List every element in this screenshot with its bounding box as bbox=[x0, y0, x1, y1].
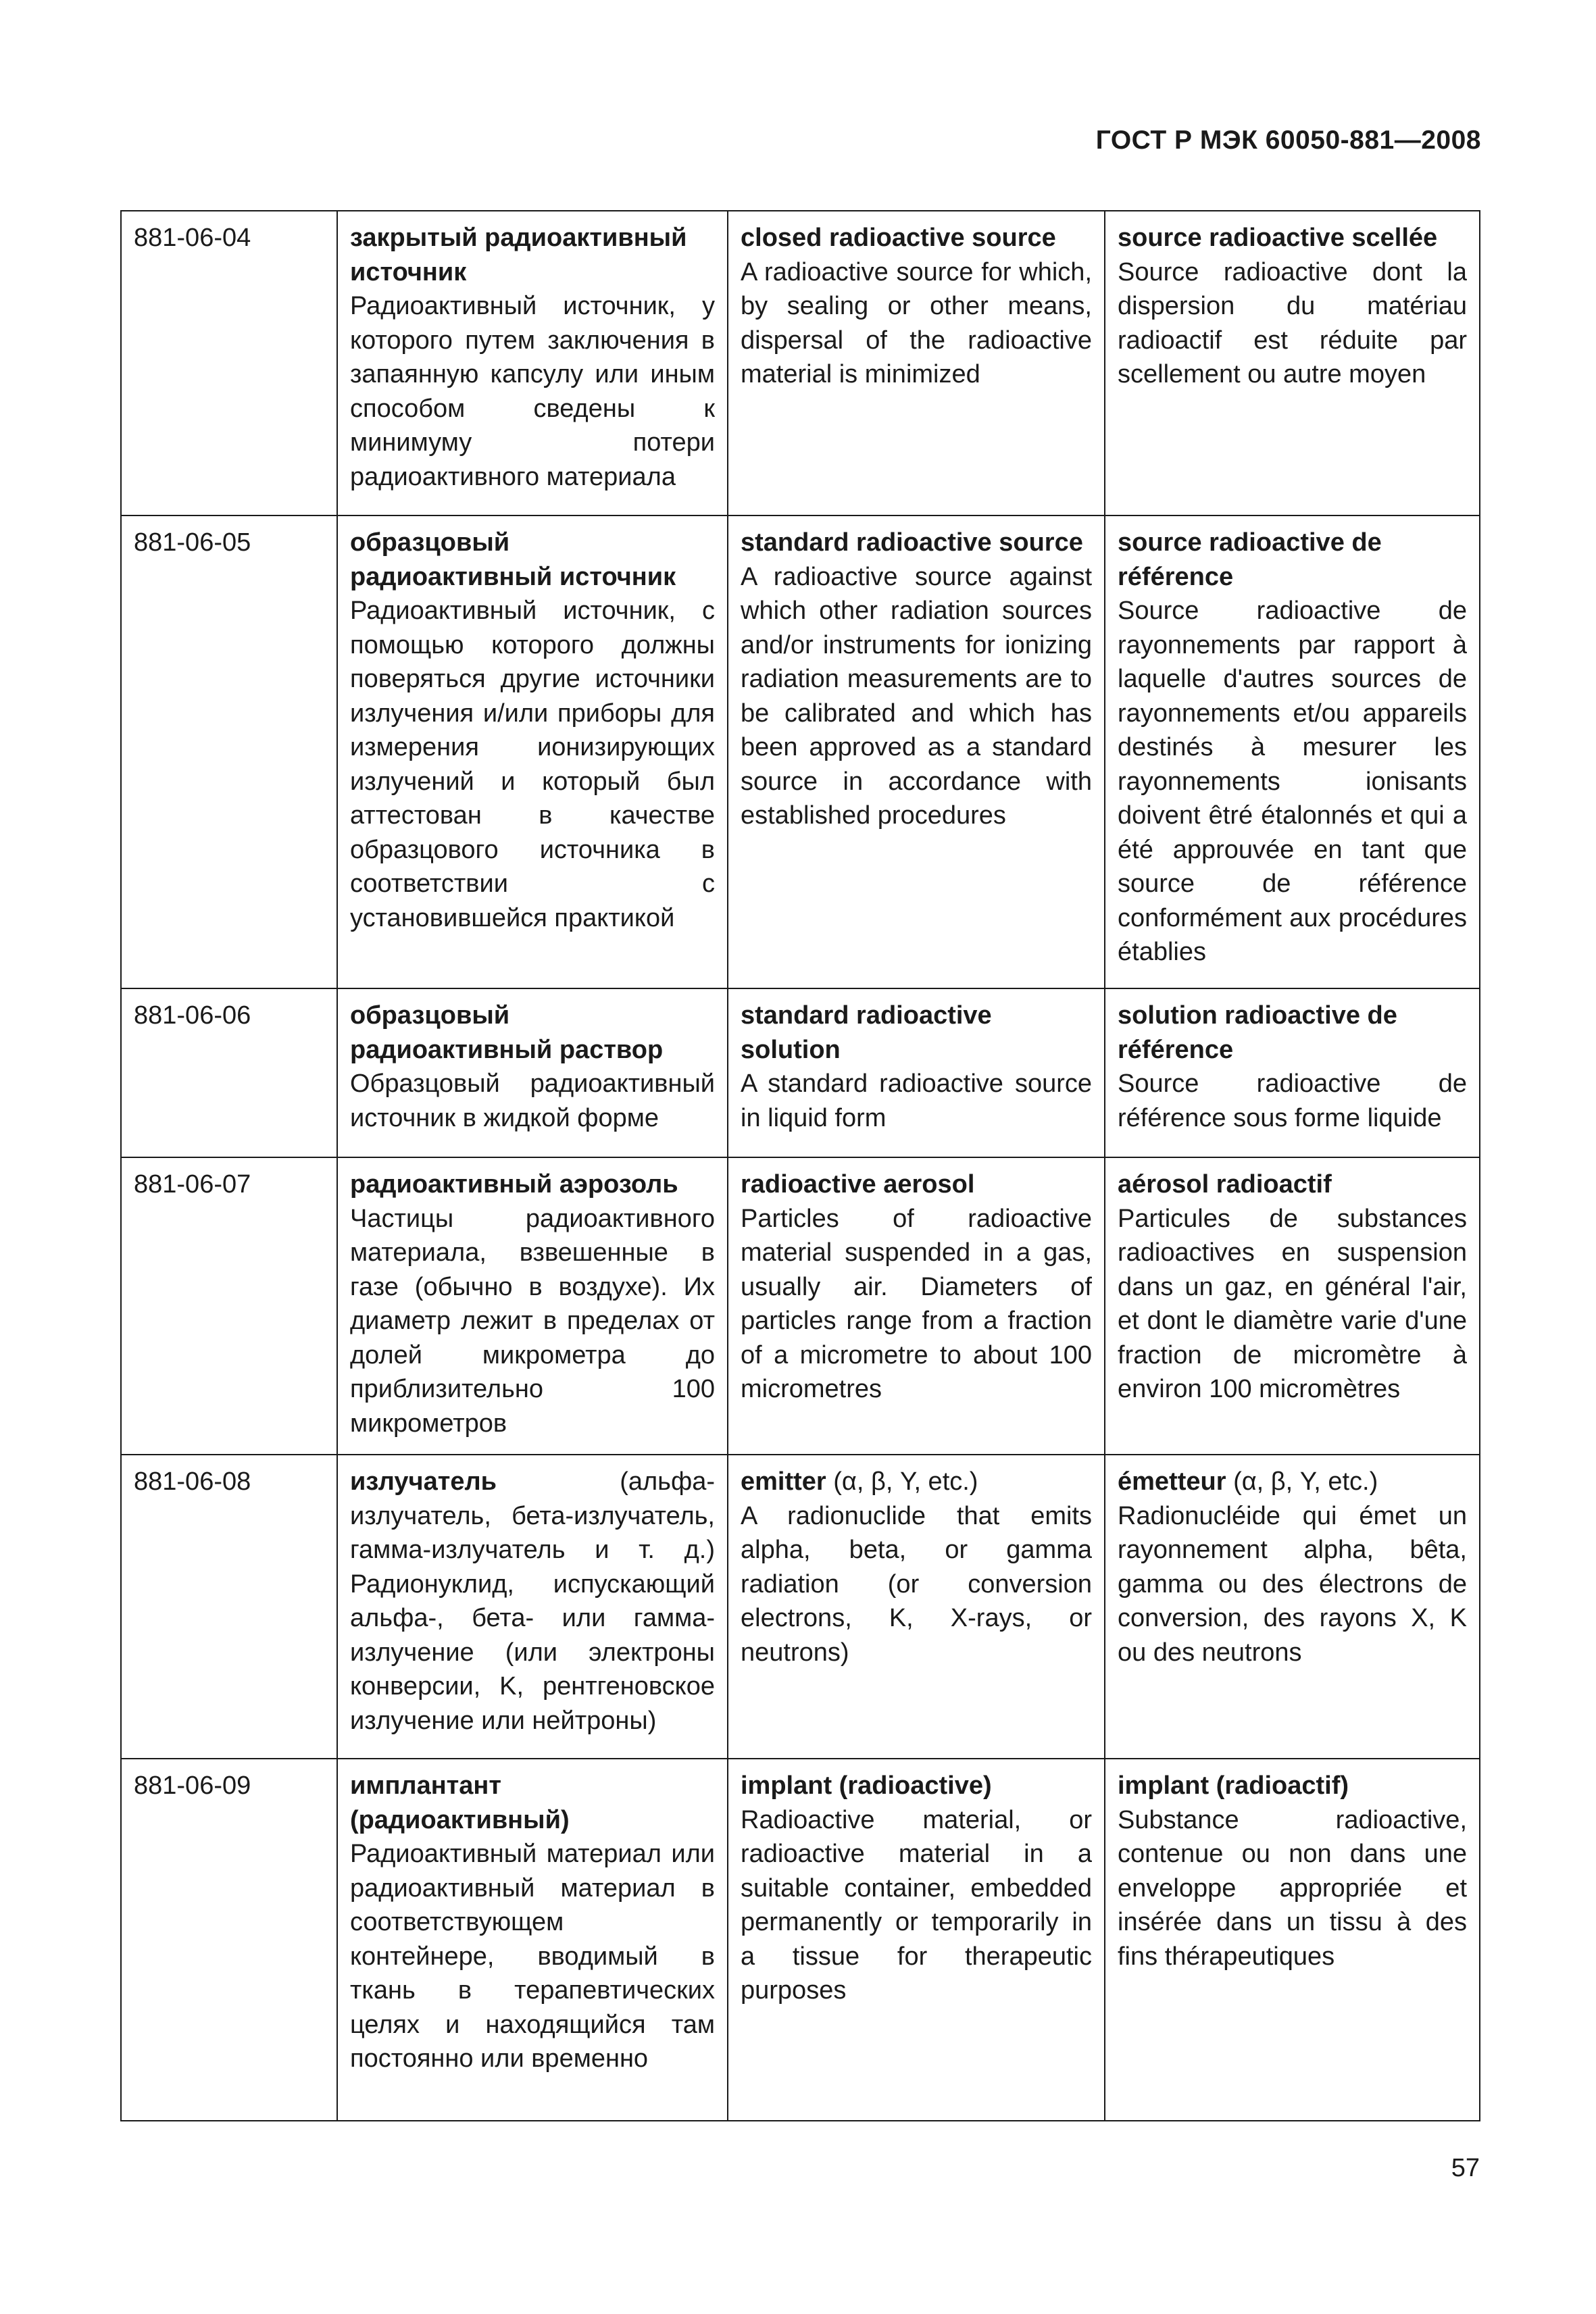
table-row bbox=[121, 211, 1480, 515]
french-term: source radioactive scellée bbox=[1118, 224, 1438, 252]
table-row bbox=[121, 515, 1480, 988]
english-entry bbox=[728, 211, 1105, 515]
english-term: standard radioactive source bbox=[741, 528, 1083, 557]
russian-entry bbox=[337, 1759, 728, 2121]
russian-entry bbox=[337, 1157, 728, 1455]
russian-term: образцовый радиоактивный источник bbox=[350, 528, 676, 591]
russian-definition: Радиоактивный материал или радиоактивный материал в соответствующем контейнере, вводимый в ткань в терапевтических целях и находящийся там постоянно или временно bbox=[350, 1840, 715, 2073]
entry-code: 881-06-04 bbox=[121, 211, 337, 515]
page-number: 57 bbox=[1451, 2154, 1480, 2182]
table-row bbox=[121, 1157, 1480, 1455]
russian-definition: Частицы радиоактивного материала, взвешенные в газе (обычно в воздухе). Их диаметр лежит в пределах от долей микрометра до приблизительно 100 микрометров bbox=[350, 1204, 715, 1438]
english-entry bbox=[728, 1455, 1105, 1759]
french-definition: Source radioactive de référence sous forme liquide bbox=[1118, 1070, 1467, 1132]
russian-definition: Радиоактивный источник, с помощью которого должны поверяться другие источники излучения и/или приборы для измерения ионизирующих излучений и который был аттестован в качестве образцового источника в соответствии с установившейся практикой bbox=[350, 597, 715, 932]
russian-definition: (альфа-излучатель, бета-излучатель, гамма-излучатель и т. д.) Радионуклид, испускающий альфа-, бета- или гамма-излучение (или электроны конверсии, K, рентгеновское излучение или нейтроны) bbox=[350, 1467, 715, 1735]
english-term: radioactive aerosol bbox=[741, 1170, 975, 1199]
english-entry bbox=[728, 988, 1105, 1157]
english-definition: A radionuclide that emits alpha, beta, or gamma radiation (or conversion electrons, K, X-rays, or neutrons) bbox=[741, 1501, 1092, 1667]
french-term-qualifier: (α, β, Y, etc.) bbox=[1233, 1467, 1378, 1496]
english-term: closed radioactive source bbox=[741, 224, 1056, 252]
french-definition: Source radioactive de rayonnements par rapport à laquelle d'autres sources de rayonnements et/ou appareils destinés à mesurer les rayonnements ionisants doivent êtré étalonnés et qui a été approuvée en tant que source de référence conformément aux procédures établies bbox=[1118, 597, 1467, 966]
russian-definition: Образцовый радиоактивный источник в жидкой форме bbox=[350, 1070, 715, 1132]
english-term: standard radioactive solution bbox=[741, 1001, 992, 1064]
french-entry bbox=[1105, 988, 1480, 1157]
russian-entry bbox=[337, 1455, 728, 1759]
table-row bbox=[121, 988, 1480, 1157]
french-definition: Particules de substances radioactives en suspension dans un gaz, en général l'air, et dont le diamètre varie d'une fraction de micromètre à environ 100 micromètres bbox=[1118, 1204, 1467, 1403]
russian-definition: Радиоактивный источник, у которого путем заключения в запаянную капсулу или иным способом сведены к минимуму потери радиоактивного материала bbox=[350, 292, 715, 491]
document-header: ГОСТ Р МЭК 60050-881—2008 bbox=[1095, 126, 1481, 155]
english-term: implant (radioactive) bbox=[741, 1771, 992, 1800]
table-row bbox=[121, 1759, 1480, 2121]
french-entry bbox=[1105, 211, 1480, 515]
russian-term: закрытый радиоактивный источник bbox=[350, 224, 687, 286]
english-entry bbox=[728, 515, 1105, 988]
french-definition: Substance radioactive, contenue ou non dans une enveloppe appropriée et insérée dans un tissu à des fins thérapeutiques bbox=[1118, 1805, 1467, 1971]
french-term: émetteur bbox=[1118, 1467, 1226, 1496]
english-definition: Radioactive material, or radioactive material in a suitable container, embedded permanently or temporarily in a tissue for therapeutic purposes bbox=[741, 1805, 1092, 2005]
entry-code: 881-06-08 bbox=[121, 1455, 337, 1759]
entry-code: 881-06-09 bbox=[121, 1759, 337, 2121]
english-entry bbox=[728, 1157, 1105, 1455]
russian-term: имплантант (радиоактивный) bbox=[350, 1771, 570, 1834]
french-term: implant (radioactif) bbox=[1118, 1771, 1349, 1800]
english-definition: Particles of radioactive material suspended in a gas, usually air. Diameters of particles range from a fraction of a micrometre to about 100 micrometres bbox=[741, 1204, 1092, 1403]
russian-entry bbox=[337, 515, 728, 988]
french-entry bbox=[1105, 515, 1480, 988]
french-entry bbox=[1105, 1759, 1480, 2121]
english-term-qualifier: (α, β, Y, etc.) bbox=[833, 1467, 978, 1496]
french-definition: Radionucléide qui émet un rayonnement alpha, bêta, gamma ou des électrons de conversion, des rayons X, K ou des neutrons bbox=[1118, 1501, 1467, 1667]
french-term: solution radioactive de référence bbox=[1118, 1001, 1397, 1064]
russian-term: излучатель bbox=[350, 1467, 497, 1496]
russian-entry bbox=[337, 988, 728, 1157]
russian-term: образцовый радиоактивный раствор bbox=[350, 1001, 664, 1064]
french-term: source radioactive de référence bbox=[1118, 528, 1382, 591]
french-term: aérosol radioactif bbox=[1118, 1170, 1332, 1199]
english-definition: A radioactive source for which, by sealing or other means, dispersal of the radioactive material is minimized bbox=[741, 257, 1092, 388]
french-entry bbox=[1105, 1455, 1480, 1759]
english-entry bbox=[728, 1759, 1105, 2121]
english-term: emitter bbox=[741, 1467, 826, 1496]
russian-entry bbox=[337, 211, 728, 515]
table-row bbox=[121, 1455, 1480, 1759]
glossary-table bbox=[120, 210, 1480, 2121]
french-entry bbox=[1105, 1157, 1480, 1455]
entry-code: 881-06-07 bbox=[121, 1157, 337, 1455]
english-definition: A standard radioactive source in liquid form bbox=[741, 1070, 1092, 1132]
english-definition: A radioactive source against which other radiation sources and/or instruments for ionizing radiation measurements are to be calibrated and which has been approved as a standard source in accordance with established procedures bbox=[741, 562, 1092, 830]
entry-code: 881-06-05 bbox=[121, 515, 337, 988]
russian-term: радиоактивный аэрозоль bbox=[350, 1170, 678, 1199]
entry-code: 881-06-06 bbox=[121, 988, 337, 1157]
french-definition: Source radioactive dont la dispersion du matériau radioactif est réduite par scellement ou autre moyen bbox=[1118, 257, 1467, 388]
